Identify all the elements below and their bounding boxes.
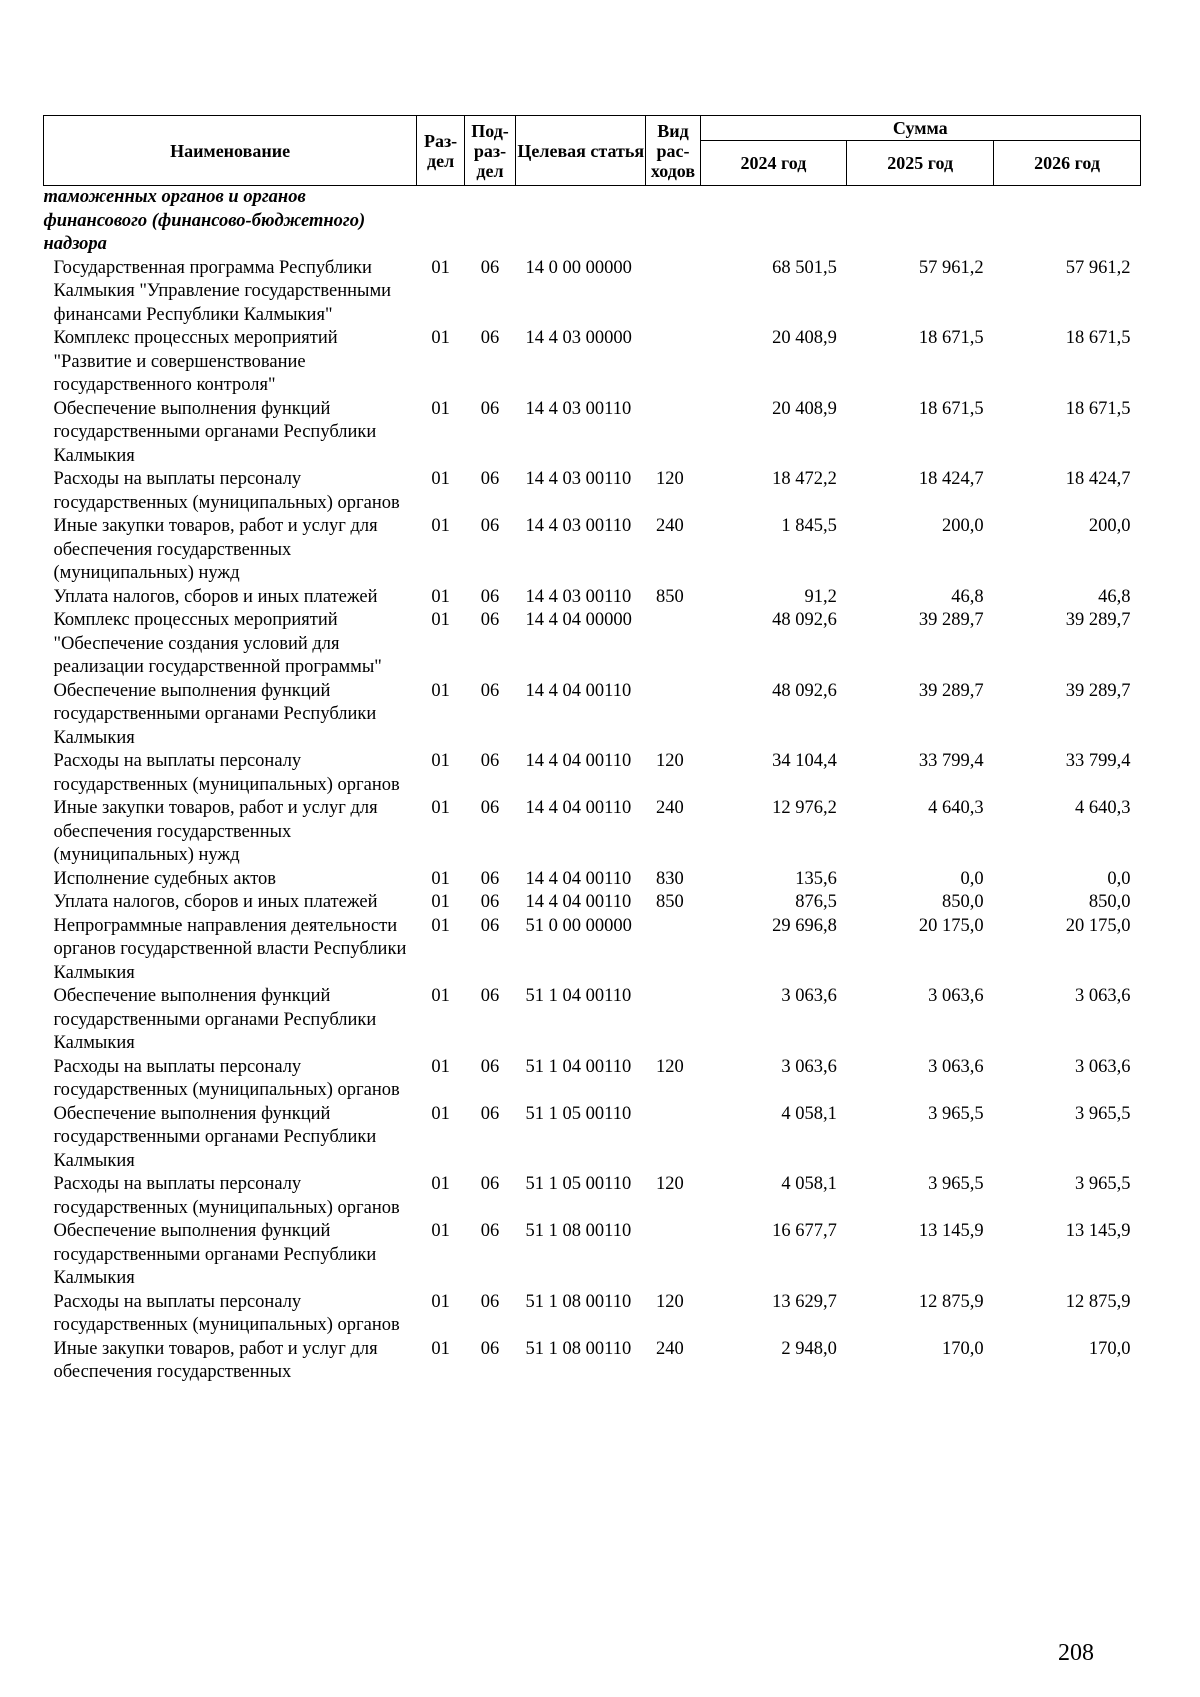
row-amount-2024: 876,5 [795,892,837,912]
row-amount-2025: 18 424,7 [918,469,984,489]
row-expense-type: 240 [655,798,684,818]
row-subsection: 06 [480,915,500,936]
row-amount-2025: 39 289,7 [918,610,984,630]
row-target: 51 1 08 00110 [525,1338,632,1359]
table-row [44,1338,1141,1385]
row-subsection: 06 [480,892,500,912]
row-name: Уплата налогов, сборов и иных платежей [53,586,378,607]
row-amount-2025: 57 961,2 [918,257,984,278]
row-amount-2025: 46,8 [951,586,984,607]
row-target: 14 4 03 00000 [525,328,632,348]
row-amount-2026: 3 965,5 [1075,1103,1131,1124]
row-name: Государственная программа Республики Калмыкия "Управление государственными финансами Республики Калмыкия" [53,257,392,325]
table-row [44,257,1141,328]
row-name: Комплекс процессных мероприятий "Развитие и совершенствование государственного контроля" [53,328,338,395]
row-target: 14 4 04 00110 [525,892,632,912]
row-subsection: 06 [480,610,500,630]
row-expense-type: 850 [655,892,684,912]
page-number: 208 [1058,1640,1094,1666]
row-amount-2026: 12 875,9 [1065,1291,1131,1312]
row-expense-type: 830 [655,868,684,889]
row-subsection: 06 [480,469,500,489]
row-section: 01 [431,892,450,912]
continuation-row [44,186,1141,257]
row-subsection: 06 [480,516,500,536]
row-name: Расходы на выплаты персоналу государственных (муниципальных) органов [53,1174,400,1218]
table-row [44,868,1141,892]
row-amount-2025: 4 640,3 [928,798,984,818]
row-amount-2026: 3 063,6 [1075,986,1131,1006]
row-target: 51 1 05 00110 [525,1174,632,1194]
row-amount-2026: 4 640,3 [1075,798,1131,818]
row-amount-2026: 20 175,0 [1065,915,1131,936]
row-amount-2024: 2 948,0 [781,1338,837,1359]
row-target: 14 4 03 00110 [525,398,632,419]
row-name: Расходы на выплаты персоналу государственных (муниципальных) органов [53,1056,400,1100]
row-amount-2026: 3 965,5 [1075,1174,1131,1194]
row-name: Обеспечение выполнения функций государственными органами Республики Калмыкия [53,680,377,748]
row-amount-2026: 18 424,7 [1065,469,1131,489]
row-name: Расходы на выплаты персоналу государственных (муниципальных) органов [53,1291,400,1335]
header-target: Целевая статья [516,116,646,186]
row-section: 01 [431,915,450,936]
row-target: 51 1 04 00110 [525,1056,632,1077]
row-subsection: 06 [480,1221,500,1241]
row-section: 01 [431,1174,450,1194]
row-expense-type: 240 [655,1338,684,1359]
table-row [44,797,1141,868]
row-section: 01 [431,469,450,489]
row-amount-2026: 33 799,4 [1065,751,1131,771]
row-amount-2025: 3 063,6 [928,1056,984,1077]
row-section: 01 [431,1103,450,1124]
row-amount-2025: 3 965,5 [928,1174,984,1194]
row-amount-2024: 12 976,2 [772,798,837,818]
row-name: Иные закупки товаров, работ и услуг для обеспечения государственных [53,1338,378,1382]
table-row [44,915,1141,986]
row-name: Обеспечение выполнения функций государственными органами Республики Калмыкия [53,1103,377,1171]
table-row [44,515,1141,586]
row-section: 01 [431,1291,450,1312]
row-subsection: 06 [480,1056,500,1077]
row-amount-2024: 48 092,6 [772,610,837,630]
table-body [44,186,1141,1385]
header-year-2025: 2025 год [847,141,994,186]
row-amount-2024: 68 501,5 [772,257,837,278]
row-target: 14 4 04 00110 [525,868,632,889]
row-amount-2026: 57 961,2 [1065,257,1131,278]
row-subsection: 06 [480,398,500,419]
row-name: Исполнение судебных актов [53,868,277,889]
row-amount-2025: 20 175,0 [918,915,984,936]
table-row [44,750,1141,797]
row-amount-2026: 46,8 [1098,586,1131,607]
table-row [44,1103,1141,1174]
row-name: Уплата налогов, сборов и иных платежей [53,892,378,912]
row-target: 51 1 04 00110 [525,986,632,1006]
row-amount-2024: 13 629,7 [772,1291,837,1312]
row-name: Иные закупки товаров, работ и услуг для обеспечения государственных (муниципальных) нужд [53,798,378,865]
row-section: 01 [431,751,450,771]
row-subsection: 06 [480,1103,500,1124]
row-name: Расходы на выплаты персоналу государственных (муниципальных) органов [53,751,400,795]
row-section: 01 [431,1338,450,1359]
row-target: 14 4 04 00110 [525,680,632,701]
table-row [44,891,1141,915]
row-target: 14 4 03 00110 [525,586,632,607]
row-target: 14 4 04 00000 [525,610,632,630]
table-row [44,609,1141,680]
header-sum: Сумма [700,116,1140,141]
row-amount-2026: 39 289,7 [1065,680,1131,701]
row-name: Расходы на выплаты персоналу государственных (муниципальных) органов [53,469,400,513]
row-expense-type [646,327,700,398]
row-subsection: 06 [480,586,500,607]
row-section: 01 [431,680,450,701]
row-expense-type: 850 [655,586,684,607]
row-target: 51 1 08 00110 [525,1221,632,1241]
row-amount-2024: 48 092,6 [772,680,837,701]
table-row [44,985,1141,1056]
row-subsection: 06 [480,680,500,701]
row-amount-2025: 12 875,9 [918,1291,984,1312]
row-expense-type [646,257,700,328]
row-section: 01 [431,398,450,419]
row-target: 51 1 05 00110 [525,1103,632,1124]
row-amount-2025: 3 063,6 [928,986,984,1006]
row-amount-2024: 3 063,6 [781,986,837,1006]
row-amount-2024: 91,2 [804,586,837,607]
table-row [44,1173,1141,1220]
row-amount-2024: 20 408,9 [772,328,837,348]
table-row [44,586,1141,610]
table-row [44,680,1141,751]
row-amount-2025: 13 145,9 [918,1221,984,1241]
row-name: Обеспечение выполнения функций государственными органами Республики Калмыкия [53,1221,377,1288]
row-target: 14 4 03 00110 [525,469,632,489]
row-section: 01 [431,798,450,818]
row-subsection: 06 [480,798,500,818]
row-amount-2025: 850,0 [941,892,984,912]
row-amount-2026: 3 063,6 [1075,1056,1131,1077]
row-name: Иные закупки товаров, работ и услуг для обеспечения государственных (муниципальных) нужд [53,516,378,583]
row-expense-type [646,609,700,680]
row-section: 01 [431,1221,450,1241]
row-amount-2026: 0,0 [1107,868,1131,889]
row-amount-2024: 4 058,1 [781,1174,837,1194]
row-subsection: 06 [480,986,500,1006]
row-amount-2024: 20 408,9 [772,398,837,419]
row-amount-2024: 1 845,5 [781,516,837,536]
header-year-2024: 2024 год [700,141,847,186]
row-amount-2024: 18 472,2 [772,469,837,489]
row-amount-2024: 4 058,1 [781,1103,837,1124]
row-amount-2025: 39 289,7 [918,680,984,701]
row-amount-2026: 18 671,5 [1065,328,1131,348]
row-subsection: 06 [480,751,500,771]
budget-table [43,115,1141,1385]
row-target: 14 4 03 00110 [525,516,632,536]
header-subsection: Под-раз-дел [465,116,516,186]
row-section: 01 [431,257,450,278]
row-amount-2024: 16 677,7 [772,1221,837,1241]
row-name: Непрограммные направления деятельности органов государственной власти Республики Калмыкия [53,915,407,983]
row-amount-2025: 3 965,5 [928,1103,984,1124]
row-name: Комплекс процессных мероприятий "Обеспечение создания условий для реализации государственной программы" [53,610,382,677]
row-target: 51 0 00 00000 [525,915,632,936]
row-expense-type [646,1220,700,1291]
row-amount-2026: 850,0 [1088,892,1131,912]
row-target: 14 4 04 00110 [525,751,632,771]
row-target: 51 1 08 00110 [525,1291,632,1312]
row-amount-2024: 3 063,6 [781,1056,837,1077]
header-expense-type: Вид рас-ходов [646,116,700,186]
row-amount-2024: 135,6 [795,868,837,889]
row-amount-2024: 29 696,8 [772,915,837,936]
header-name: Наименование [44,116,417,186]
row-expense-type [646,915,700,986]
row-subsection: 06 [480,1174,500,1194]
row-expense-type: 120 [655,1291,684,1312]
row-amount-2026: 39 289,7 [1065,610,1131,630]
row-amount-2025: 0,0 [960,868,984,889]
table-row [44,1220,1141,1291]
row-section: 01 [431,516,450,536]
row-subsection: 06 [480,328,500,348]
row-target: 14 0 00 00000 [525,257,632,278]
row-expense-type [646,985,700,1056]
row-amount-2026: 18 671,5 [1065,398,1131,419]
row-expense-type: 120 [655,1056,684,1077]
row-expense-type: 120 [655,469,684,489]
continuation-name: таможенных органов и органов финансового (финансово-бюджетного) надзора [43,187,366,254]
row-expense-type [646,680,700,751]
row-section: 01 [431,1056,450,1077]
row-expense-type [646,398,700,469]
row-section: 01 [431,328,450,348]
row-amount-2025: 200,0 [941,516,984,536]
table-row [44,468,1141,515]
row-amount-2026: 200,0 [1088,516,1131,536]
row-subsection: 06 [480,1291,500,1312]
row-expense-type [646,1103,700,1174]
row-section: 01 [431,986,450,1006]
table-row [44,1056,1141,1103]
row-subsection: 06 [480,868,500,889]
row-amount-2025: 33 799,4 [918,751,984,771]
row-amount-2025: 18 671,5 [918,398,984,419]
row-section: 01 [431,868,450,889]
row-amount-2024: 34 104,4 [772,751,837,771]
row-section: 01 [431,610,450,630]
row-expense-type: 120 [655,1174,684,1194]
table-header [44,116,1141,186]
row-amount-2025: 18 671,5 [918,328,984,348]
header-section: Раз-дел [417,116,465,186]
table-row [44,327,1141,398]
row-name: Обеспечение выполнения функций государственными органами Республики Калмыкия [53,398,377,466]
row-expense-type: 240 [655,516,684,536]
row-name: Обеспечение выполнения функций государственными органами Республики Калмыкия [53,986,377,1053]
header-year-2026: 2026 год [994,141,1141,186]
row-section: 01 [431,586,450,607]
row-amount-2026: 13 145,9 [1065,1221,1131,1241]
row-subsection: 06 [480,257,500,278]
row-subsection: 06 [480,1338,500,1359]
row-amount-2026: 170,0 [1088,1338,1131,1359]
row-amount-2025: 170,0 [941,1338,984,1359]
table-row [44,398,1141,469]
table-row [44,1291,1141,1338]
row-expense-type: 120 [655,751,684,771]
row-target: 14 4 04 00110 [525,798,632,818]
